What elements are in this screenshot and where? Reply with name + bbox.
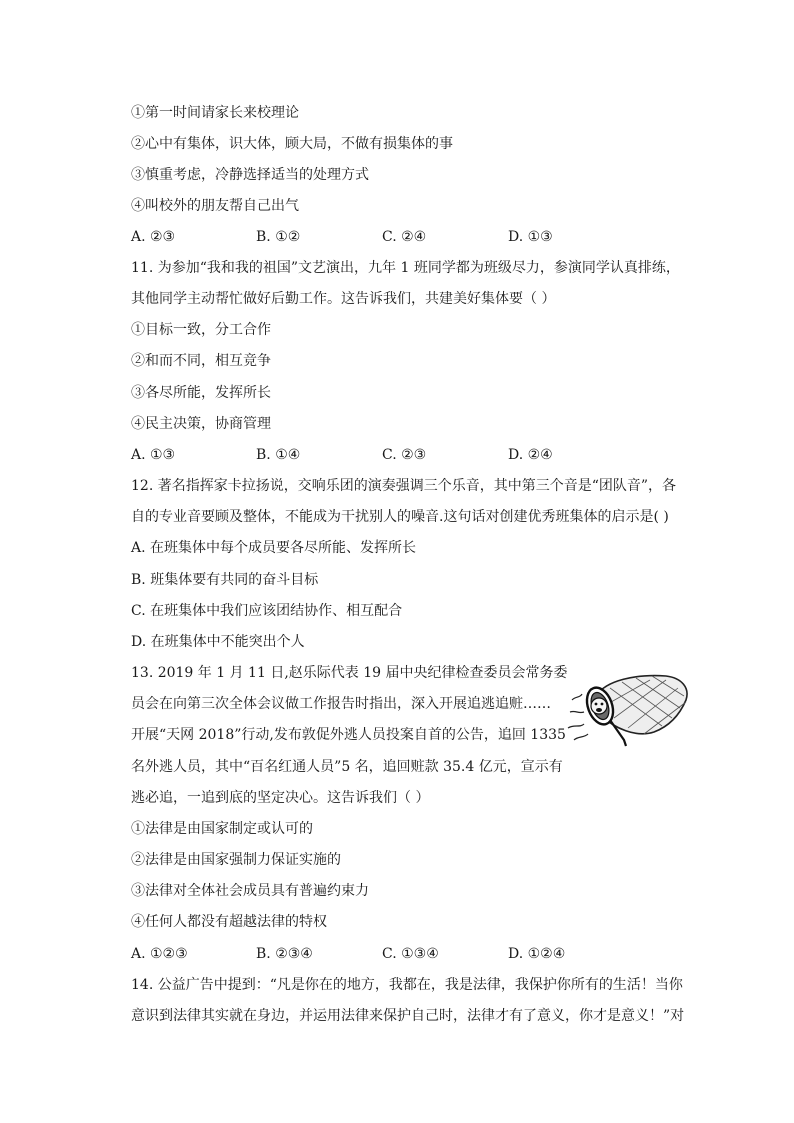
q10-item-4: ④叫校外的朋友帮自己出气 bbox=[131, 198, 299, 214]
q11-stem-line-2: 其他同学主动帮忙做好后勤工作。这告诉我们，共建美好集体要（ ） bbox=[131, 291, 556, 307]
q13-item-3: ③法律对全体社会成员具有普遍约束力 bbox=[131, 883, 369, 899]
q11-option-c: C. ②③ bbox=[382, 447, 427, 463]
q12-stem-line-1: 12. 著名指挥家卡拉扬说，交响乐团的演奏强调三个乐音，其中第三个音是“团队音”，各 bbox=[131, 478, 677, 494]
q13-stem-line-1: 13. 2019 年 1 月 11 日,赵乐际代表 19 届中央纪律检查委员会常务委 bbox=[131, 665, 568, 681]
q13-item-2: ②法律是由国家强制力保证实施的 bbox=[131, 852, 341, 868]
q11-option-d: D. ②④ bbox=[508, 447, 553, 463]
q11-option-a: A. ①③ bbox=[131, 447, 176, 463]
q13-option-c: C. ①③④ bbox=[382, 946, 439, 962]
q12-choice-a: A. 在班集体中每个成员要各尽所能、发挥所长 bbox=[131, 540, 417, 556]
q10-option-b: B. ①② bbox=[256, 229, 301, 245]
q10-option-a: A. ②③ bbox=[131, 229, 176, 245]
q13-option-a: A. ①②③ bbox=[131, 946, 188, 962]
q13-item-1: ①法律是由国家制定或认可的 bbox=[131, 821, 313, 837]
q13-stem-line-5: 逃必追，一追到底的坚定决心。这告诉我们（ ） bbox=[131, 790, 430, 806]
q11-item-4: ④民主决策，协商管理 bbox=[131, 416, 271, 432]
q10-item-2: ②心中有集体，识大体，顾大局，不做有损集体的事 bbox=[131, 136, 453, 152]
q12-choice-d: D. 在班集体中不能突出个人 bbox=[131, 634, 305, 650]
q12-stem-line-2: 自的专业音要顾及整体，不能成为干扰别人的噪音.这句话对创建优秀班集体的启示是( ) bbox=[131, 509, 669, 525]
q11-item-2: ②和而不同，相互竞争 bbox=[131, 353, 271, 369]
q13-stem-line-2: 员会在向第三次全体会议做工作报告时指出，深入开展追逃追赃…… bbox=[131, 696, 551, 712]
q14-stem-line-1: 14. 公益广告中提到：“凡是你在的地方，我都在，我是法律，我保护你所有的生活！当你 bbox=[131, 977, 683, 993]
q12-choice-b: B. 班集体要有共同的奋斗目标 bbox=[131, 572, 319, 588]
q10-item-1: ①第一时间请家长来校理论 bbox=[131, 105, 299, 121]
q13-option-d: D. ①②④ bbox=[508, 946, 566, 962]
q14-stem-line-2: 意识到法律其实就在身边，并运用法律来保护自己时，法律才有了意义，你才是意义！”对 bbox=[131, 1008, 685, 1024]
q11-option-b: B. ①④ bbox=[256, 447, 301, 463]
q10-option-d: D. ①③ bbox=[508, 229, 553, 245]
q10-option-c: C. ②④ bbox=[382, 229, 427, 245]
q13-stem-line-3: 开展“天网 2018”行动,发布敦促外逃人员投案自首的公告，追回 1335 bbox=[131, 727, 566, 743]
q13-stem-line-4: 名外逃人员，其中“百名红通人员”5 名，追回赃款 35.4 亿元，宣示有 bbox=[131, 759, 563, 775]
q12-choice-c: C. 在班集体中我们应该团结协作、相互配合 bbox=[131, 603, 403, 619]
net-catching-fugitive-cartoon-icon bbox=[566, 666, 694, 754]
q13-item-4: ④任何人都没有超越法律的特权 bbox=[131, 914, 327, 930]
q11-item-1: ①目标一致，分工合作 bbox=[131, 322, 271, 338]
q11-stem-line-1: 11. 为参加“我和我的祖国”文艺演出，九年 1 班同学都为班级尽力，参演同学认真排练， bbox=[131, 260, 680, 276]
q10-item-3: ③慎重考虑，冷静选择适当的处理方式 bbox=[131, 167, 369, 183]
q11-item-3: ③各尽所能，发挥所长 bbox=[131, 385, 271, 401]
q13-option-b: B. ②③④ bbox=[256, 946, 313, 962]
